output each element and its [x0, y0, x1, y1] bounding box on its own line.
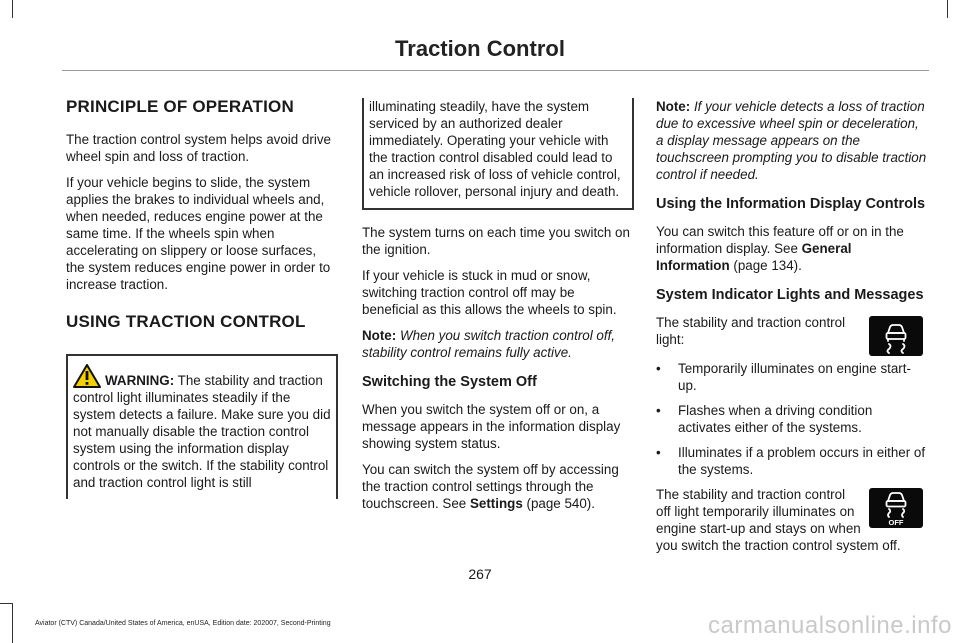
note	[656, 98, 928, 183]
subheading-switching-off: Switching the System Off	[362, 374, 537, 390]
list-item-text: Illuminates if a problem occurs in either of the systems.	[678, 445, 926, 477]
crop-mark-bottom-left-h	[0, 603, 13, 604]
paragraph	[362, 461, 634, 512]
warning-text: The stability and traction control light illuminates steadily if the system detects a failure. Make sure you did not manually disable the traction control system using the information display controls or the switch. If the stability control and traction control light is still	[73, 373, 331, 490]
note-text: When you switch traction control off, stability control remains fully active.	[362, 328, 616, 360]
warning-box-continued	[362, 98, 634, 210]
paragraph: If your vehicle is stuck in mud or snow, switching traction control off may be beneficial as this allows the wheels to spin.	[362, 268, 617, 317]
header-rule	[62, 70, 929, 71]
traction-control-light-icon	[869, 316, 923, 356]
note	[362, 327, 634, 361]
warning-box	[66, 354, 338, 499]
bullet-glyph: •	[656, 445, 661, 460]
warning-triangle-icon	[73, 364, 101, 388]
text: (page 134).	[729, 258, 802, 273]
heading-principle: PRINCIPLE OF OPERATION	[66, 97, 294, 116]
warning-label: WARNING:	[105, 373, 175, 388]
footer-edition: Aviator (CTV) Canada/United States of America, enUSA, Edition date: 202007, Second-Printing	[35, 620, 331, 627]
page-number: 267	[468, 566, 492, 582]
indicator-1-text: The stability and traction control light:	[656, 315, 846, 347]
list-item-text: Flashes when a driving condition activates either of the systems.	[678, 403, 873, 435]
column-3	[656, 98, 928, 563]
subheading-info-display: Using the Information Display Controls	[656, 196, 926, 212]
note-label: Note:	[362, 328, 397, 343]
bullet-glyph: •	[656, 361, 661, 376]
paragraph: The traction control system helps avoid drive wheel spin and loss of traction.	[66, 132, 331, 164]
indicator-2	[656, 486, 928, 554]
column-2	[362, 98, 634, 521]
page-title: Traction Control	[395, 36, 565, 61]
indicator-1	[656, 314, 928, 478]
list-item	[656, 360, 928, 394]
traction-control-off-light-icon	[869, 488, 923, 528]
crop-mark-top-right-v	[947, 0, 948, 18]
list-item	[656, 402, 928, 436]
text: You can switch the system off by accessing the traction control settings through the touchscreen. See	[362, 462, 619, 511]
off-label: OFF	[888, 518, 904, 527]
list-item-text: Temporarily illuminates on engine start-up.	[678, 361, 911, 393]
bullet-glyph: •	[656, 403, 661, 418]
paragraph: The system turns on each time you switch on the ignition.	[362, 225, 630, 257]
paragraph: If your vehicle begins to slide, the system applies the brakes to individual wheels and, when needed, reduces engine power at the same time. If the wheels spin when accelerating on slippery or loose surfaces, the system reduces engine power in order to increase traction.	[66, 175, 331, 292]
indicator-bullet-list	[656, 360, 928, 478]
paragraph: When you switch the system off or on, a message appears in the information display showing system status.	[362, 402, 621, 451]
paragraph	[656, 223, 928, 274]
heading-using: USING TRACTION CONTROL	[66, 312, 306, 331]
warning-text-continued: illuminating steadily, have the system serviced by an authorized dealer immediately. Operating your vehicle with the traction control disabled could lead to an increased risk of loss of vehicle control, vehicle rollover, personal injury and death.	[369, 99, 621, 199]
settings-link[interactable]: Settings	[469, 496, 523, 511]
text: (page 540).	[522, 496, 595, 511]
indicator-2-text: The stability and traction control off light temporarily illuminates on engine start-up and stays on when you switch the traction control system off.	[656, 487, 901, 553]
note-label: Note:	[656, 99, 691, 114]
crop-mark-top-left-v	[12, 0, 13, 18]
watermark: carmanualsonline.info	[708, 612, 952, 639]
note-text: If your vehicle detects a loss of traction due to excessive wheel spin or deceleration, a display message appears on the touchscreen prompting you to disable traction control if needed.	[656, 99, 927, 182]
list-item	[656, 444, 928, 478]
column-1	[66, 96, 338, 499]
text: You can switch this feature off or on in the information display. See	[656, 224, 904, 256]
crop-mark-bottom-left-v	[12, 603, 13, 643]
general-information-link[interactable]: General Information	[656, 241, 852, 273]
subheading-indicator-lights: System Indicator Lights and Messages	[656, 287, 924, 303]
